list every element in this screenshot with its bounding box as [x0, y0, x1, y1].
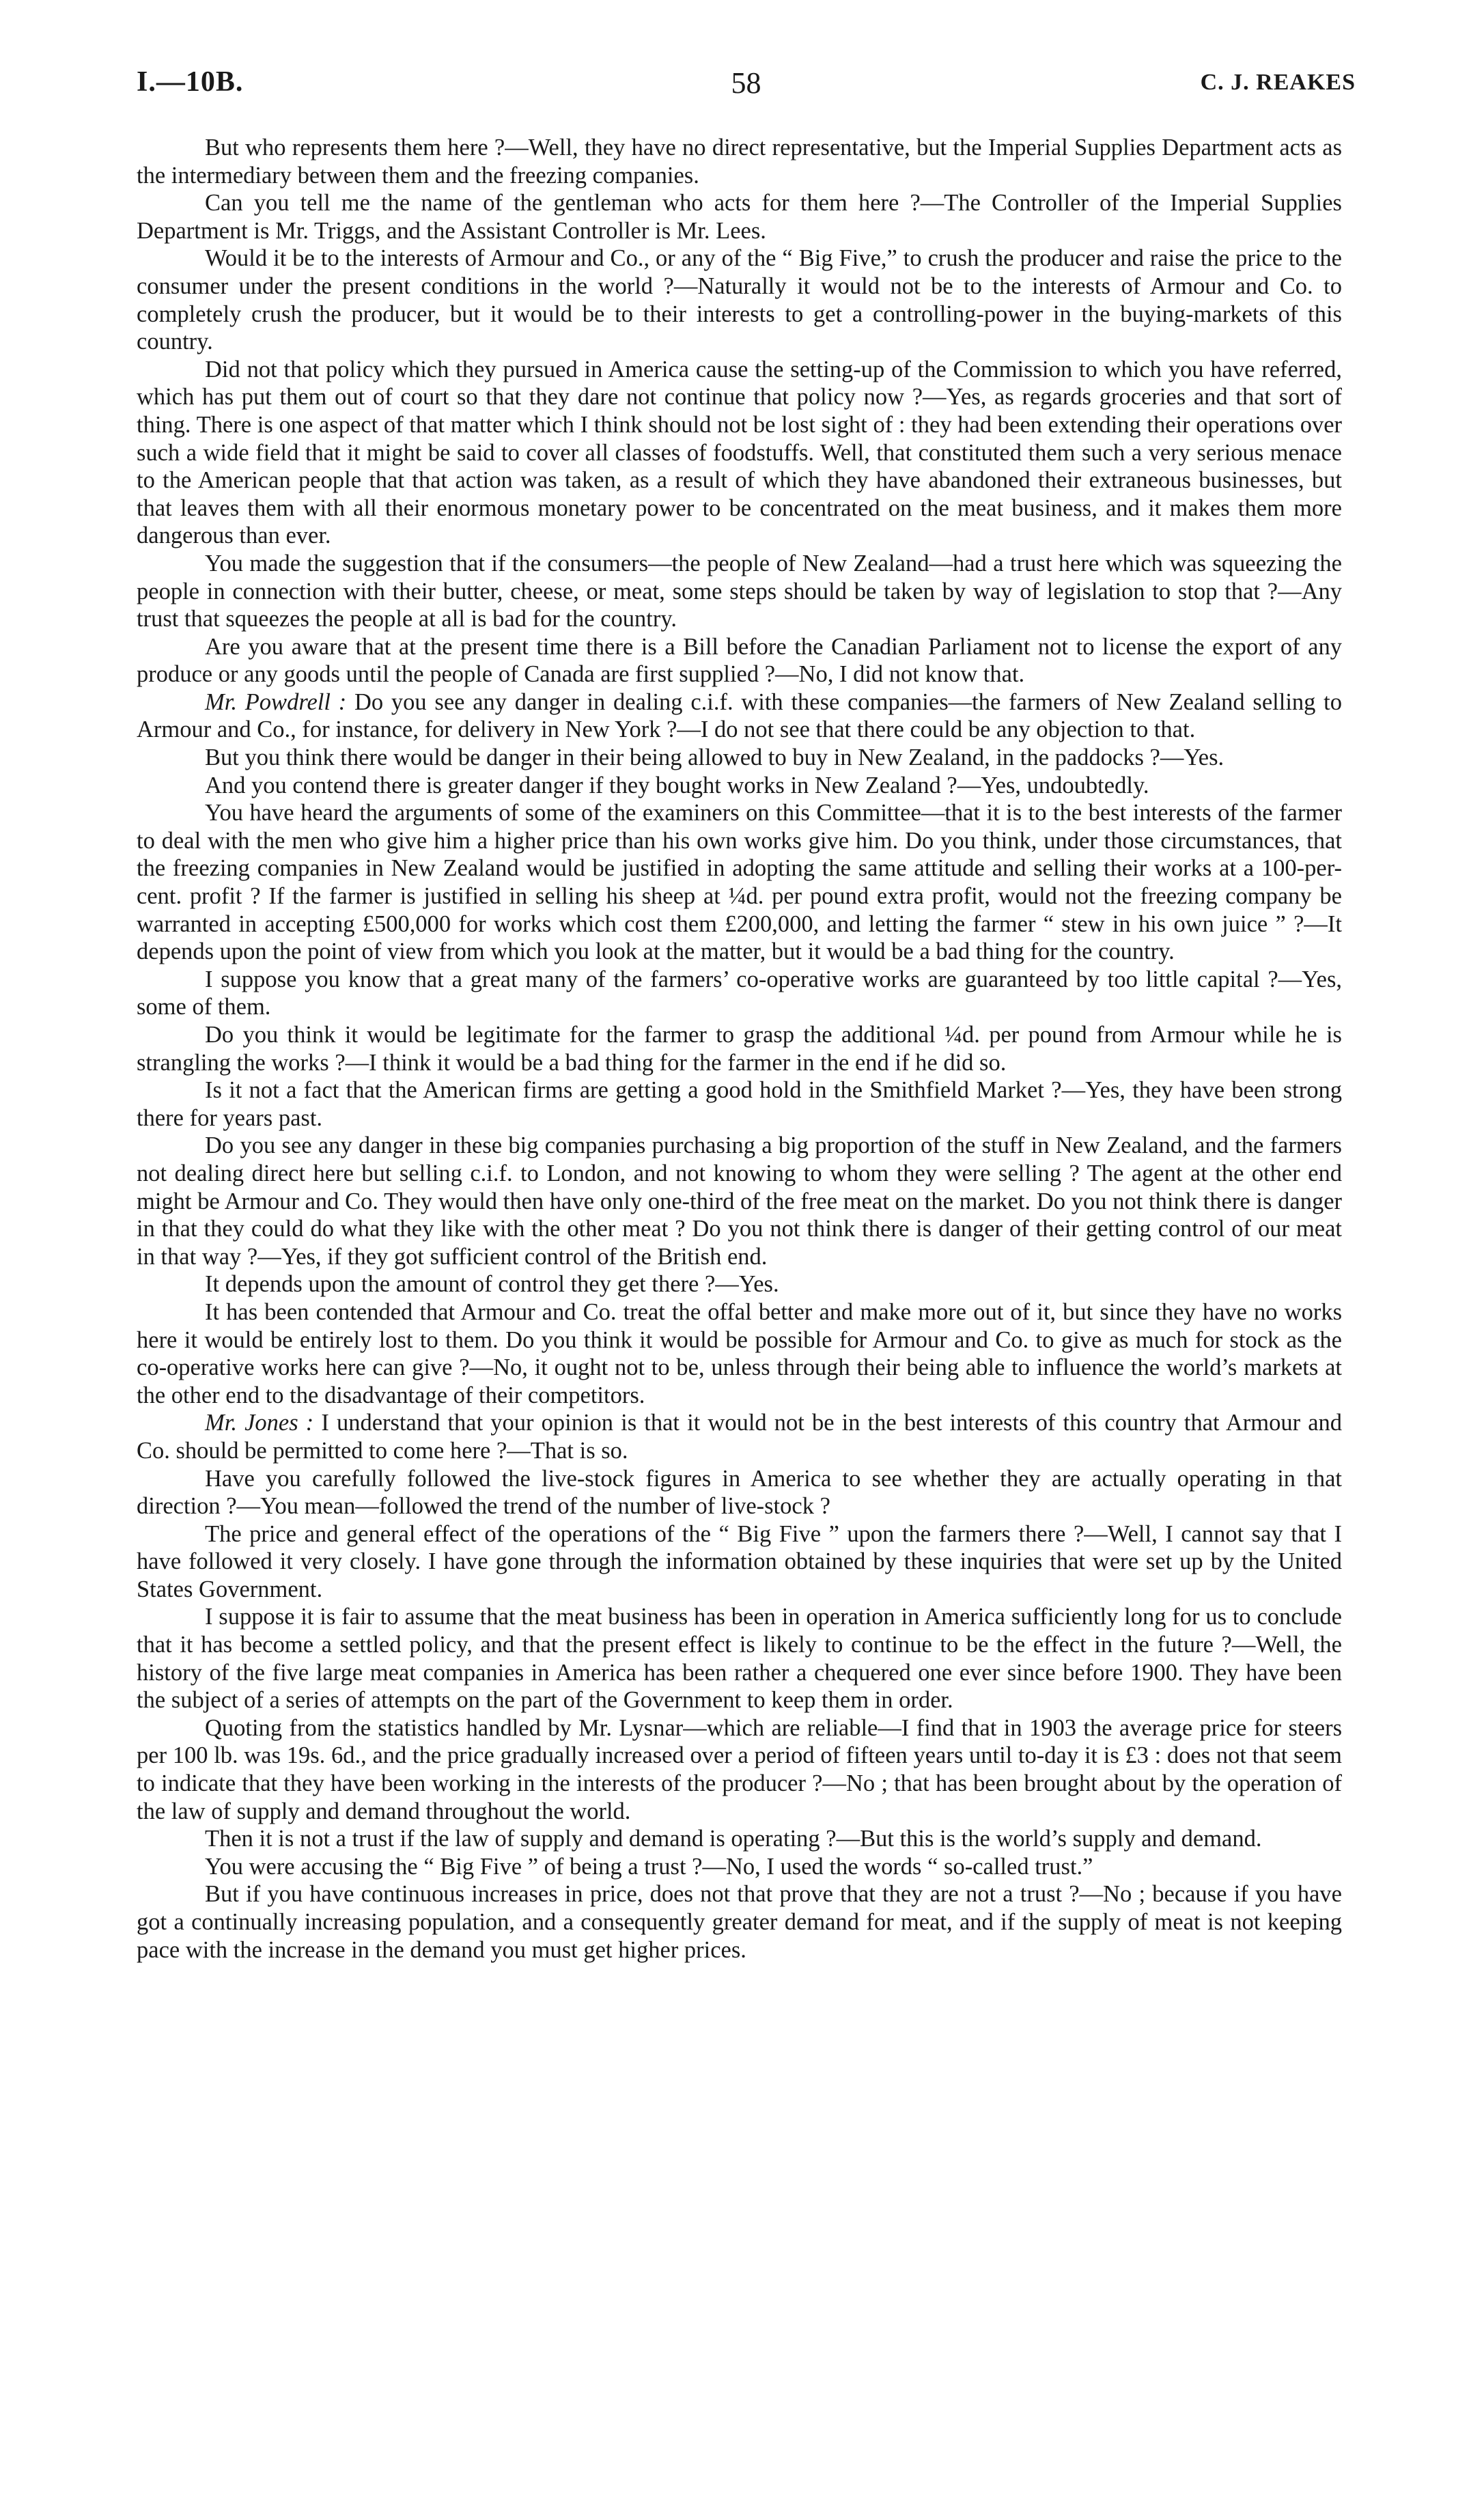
paragraph	[137, 1853, 1342, 1881]
paragraph	[137, 1076, 1342, 1132]
paragraph-text: Is it not a fact that the American firms are getting a good hold in the Smithfield Market ?—Yes, they have been strong there for years past.	[137, 1077, 1342, 1131]
paragraph-text: But you think there would be danger in their being allowed to buy in New Zealand, in the paddocks ?—Yes.	[205, 744, 1224, 771]
paragraph-text: Then it is not a trust if the law of supply and demand is operating ?—But this is the world’s supply and demand.	[205, 1826, 1262, 1852]
paragraph-text: Can you tell me the name of the gentleman who acts for them here ?—The Controller of the Imperial Supplies Department is Mr. Triggs, and the Assistant Controller is Mr. Lees.	[137, 190, 1342, 244]
paragraph	[137, 1465, 1342, 1520]
paragraph	[137, 134, 1342, 189]
paragraph	[137, 1132, 1342, 1270]
witness-name: C. J. REAKES	[1200, 70, 1356, 95]
paragraph-text: Quoting from the statistics handled by Mr. Lysnar—which are reliable—I find that in 1903 the average price for steers per 100 lb. was 19s. 6d., and the price gradually increased over a period of fifteen years until to-day it is £3 : does not that seem to indicate that they have been working in the interests of the producer ?—No ; that has been brought about by the operation of the law of supply and demand throughout the world.	[137, 1714, 1342, 1824]
paragraph-text: Are you aware that at the present time there is a Bill before the Canadian Parliament not to license the export of any produce or any goods until the people of Canada are first supplied ?—No, I did not know that.	[137, 633, 1342, 688]
paragraph-text: Have you carefully followed the live-stock figures in America to see whether they are actually operating in that direction ?—You mean—followed the trend of the number of live-stock ?	[137, 1465, 1342, 1520]
paragraph	[137, 966, 1342, 1021]
paragraph	[137, 1021, 1342, 1076]
paragraph-text: You were accusing the “ Big Five ” of being a trust ?—No, I used the words “ so-called trust.”	[205, 1853, 1093, 1880]
paragraph-text: Do you think it would be legitimate for the farmer to grasp the additional ¼d. per pound from Armour while he is strangling the works ?—I think it would be a bad thing for the farmer in the end if he did so.	[137, 1022, 1342, 1076]
paragraph-text: It has been contended that Armour and Co. treat the offal better and make more out of it, but since they have no works here it would be entirely lost to them. Do you think it would be possible for Armour and Co. to give as much for stock as the co-operative works here can give ?—No, it ought not to be, unless through their being able to influence the world’s markets at the other end to the disadvantage of their competitors.	[137, 1298, 1342, 1408]
paragraph	[137, 1298, 1342, 1409]
paragraph-text: Would it be to the interests of Armour and Co., or any of the “ Big Five,” to crush the producer and raise the price to the consumer under the present conditions in the world ?—Naturally it would not be to the interests of Armour and Co. to completely crush the producer, but it would be to their interests to get a controlling-power in the buying-markets of this country.	[137, 245, 1342, 355]
paragraph	[137, 245, 1342, 355]
paragraph-text: Did not that policy which they pursued in America cause the setting-up of the Commission to which you have referred, which has put them out of court so that they dare not continue that policy now ?—Yes, as regards groceries and that sort of thing. There is one aspect of that matter which I think should not be lost sight of : they had been extending their operations over such a wide field that it might be said to cover all classes of foodstuffs. Well, that constituted them such a very serious menace to the American people that that action was taken, as a result of which they have abandoned their extraneous businesses, but that leaves them with all their enormous monetary power to be concentrated on the meat business, and it makes them more dangerous than ever.	[137, 356, 1342, 549]
paragraph-text: I understand that your opinion is that it would not be in the best interests of this country that Armour and Co. should be permitted to come here ?—That is so.	[137, 1410, 1343, 1464]
paragraph-text: It depends upon the amount of control they get there ?—Yes.	[205, 1271, 779, 1298]
testimony-body	[137, 134, 1342, 1964]
paragraph	[137, 550, 1342, 633]
paragraph-text: You have heard the arguments of some of the examiners on this Committee—that it is to the best interests of the farmer to deal with the men who give him a higher price than his own works give him. Do you think, under those circumstances, that the freezing companies in New Zealand would be justified in adopting the same attitude and selling their works at a 100-per-cent. profit ? If the farmer is justified in selling his sheep at ¼d. per pound extra profit, would not the freezing company be warranted in accepting £500,000 for works which cost them £200,000, and letting the farmer “ stew in his own juice ” ?—It depends upon the point of view from which you look at the matter, but it would be a bad thing for the country.	[137, 800, 1342, 965]
paper-reference: I.—10B.	[137, 66, 244, 98]
paragraph-text: But who represents them here ?—Well, they have no direct representative, but the Imperial Supplies Department acts as the intermediary between them and the freezing companies.	[137, 135, 1342, 189]
paragraph	[137, 688, 1342, 744]
paragraph-text: And you contend there is greater danger if they bought works in New Zealand ?—Yes, undoubtedly.	[205, 772, 1149, 798]
speaker-label: Mr. Powdrell :	[205, 688, 347, 715]
paragraph-text: Do you see any danger in these big companies purchasing a big proportion of the stuff in New Zealand, and the farmers not dealing direct here but selling c.i.f. to London, and not knowing to whom they were selling ? The agent at the other end might be Armour and Co. They would then have only one-third of the free meat on the market. Do you not think there is danger in that they could do what they like with the other meat ? Do you not think there is danger of their getting control of our meat in that way ?—Yes, if they got sufficient control of the British end.	[137, 1132, 1342, 1270]
running-head	[137, 66, 1356, 107]
paragraph-text: Do you see any danger in dealing c.i.f. with these companies—the farmers of New Zealand selling to Armour and Co., for instance, for delivery in New York ?—I do not see that there could be any objection to that.	[137, 688, 1343, 743]
speaker-label: Mr. Jones :	[205, 1410, 314, 1436]
paragraph	[137, 356, 1342, 550]
paragraph	[137, 189, 1342, 245]
paragraph-text: I suppose you know that a great many of the farmers’ co-operative works are guaranteed by too little capital ?—Yes, some of them.	[137, 966, 1342, 1020]
paragraph	[137, 1825, 1342, 1853]
paragraph-text: I suppose it is fair to assume that the meat business has been in operation in America sufficiently long for us to conclude that it has become a settled policy, and that the present effect is likely to continue to be the effect in the future ?—Well, the history of the five large meat companies in America has been rather a chequered one ever since before 1900. They have been the subject of a series of attempts on the part of the Government to keep them in order.	[137, 1604, 1342, 1714]
paragraph-text: The price and general effect of the operations of the “ Big Five ” upon the farmers there ?—Well, I cannot say that I have followed it very closely. I have gone through the information obtained by these inquiries that were set up by the United States Government.	[137, 1520, 1342, 1602]
paragraph	[137, 744, 1342, 772]
paragraph	[137, 1409, 1342, 1464]
paragraph	[137, 1603, 1342, 1714]
paragraph-text: You made the suggestion that if the consumers—the people of New Zealand—had a trust here which was squeezing the people in connection with their butter, cheese, or meat, some steps should be taken by way of legislation to stop that ?—Any trust that squeezes the people at all is bad for the country.	[137, 550, 1342, 632]
paragraph	[137, 1880, 1342, 1964]
paragraph	[137, 1270, 1342, 1298]
paragraph-text: But if you have continuous increases in price, does not that prove that they are not a trust ?—No ; because if you have got a continually increasing population, and a consequently greater demand for meat, and if the supply of meat is not keeping pace with the increase in the demand you must get higher prices.	[137, 1881, 1342, 1963]
paragraph	[137, 799, 1342, 966]
paragraph	[137, 1520, 1342, 1604]
page-number: 58	[731, 66, 761, 100]
paragraph	[137, 633, 1342, 688]
paragraph	[137, 1714, 1342, 1825]
paragraph	[137, 772, 1342, 800]
